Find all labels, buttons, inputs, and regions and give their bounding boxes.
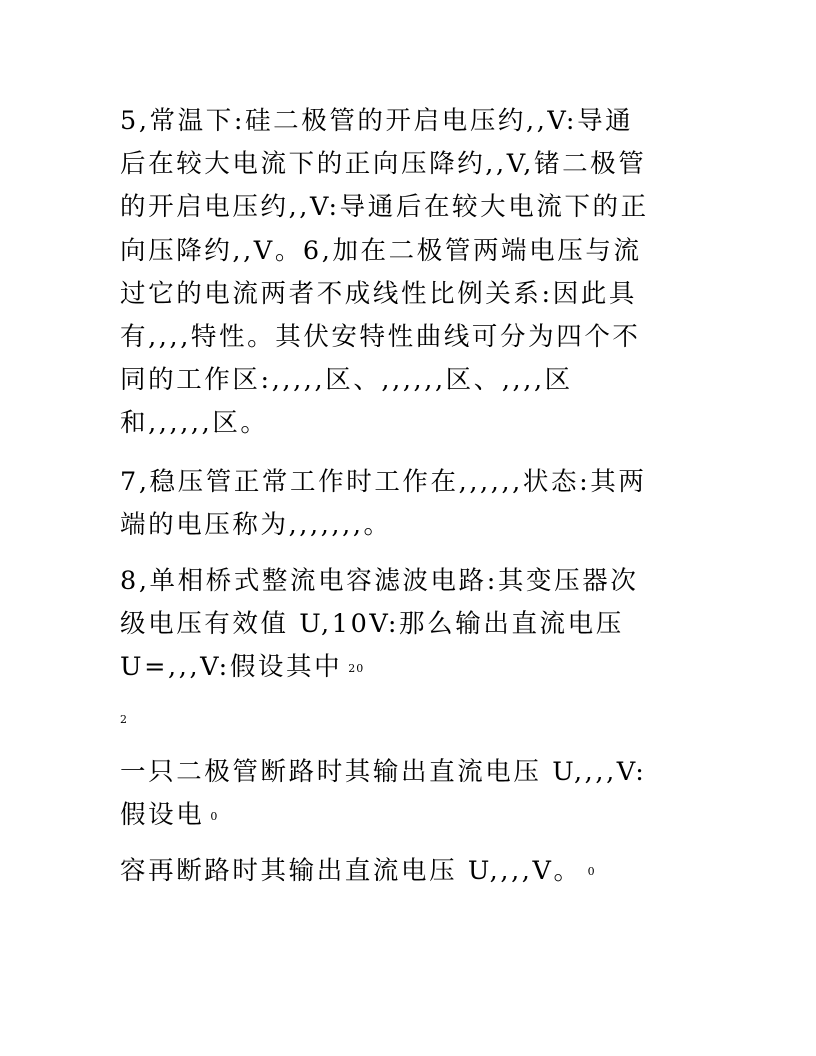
text-line: 一只二极管断路时其输出直流电压 U,,,,V:	[120, 757, 647, 788]
paragraph-question-5-6	[120, 100, 700, 446]
paragraph-question-8	[120, 560, 700, 690]
document-page	[120, 100, 700, 893]
subscript-text: 0	[587, 865, 596, 879]
text-fragment: U=,,,V:假设其中	[120, 652, 343, 683]
text-fragment: 假设电	[120, 800, 205, 831]
text-fragment: 容再断路时其输出直流电压 U,,,,V。	[120, 855, 582, 886]
text-line: 和,,,,,,区。	[120, 408, 269, 439]
paragraph-question-8-continued	[120, 751, 700, 838]
text-line: 8,单相桥式整流电容滤波电路:其变压器次	[120, 566, 639, 597]
paragraph-question-8-final	[120, 850, 700, 894]
text-line: 级电压有效值 U,10V:那么输出直流电压	[120, 609, 624, 640]
text-line: 向压降约,,V。6,加在二极管两端电压与流	[120, 235, 642, 266]
paragraph-question-7	[120, 461, 700, 547]
subscript-text: 20	[348, 661, 365, 675]
text-line: 过它的电流两者不成线性比例关系:因此具	[120, 278, 637, 309]
text-line: 7,稳压管正常工作时工作在,,,,,,状态:其两	[120, 466, 647, 497]
text-line	[120, 850, 700, 894]
text-line	[120, 794, 700, 838]
text-line	[120, 646, 700, 690]
text-line: 5,常温下:硅二极管的开启电压约,,V:导通	[120, 106, 634, 136]
text-line: 同的工作区:,,,,,区、,,,,,,区、,,,,区	[120, 365, 573, 396]
text-line: 有,,,,特性。其伏安特性曲线可分为四个不	[120, 322, 641, 353]
text-line: 的开启电压约,,V:导通后在较大电流下的正	[120, 192, 649, 223]
text-line: 端的电压称为,,,,,,,。	[120, 509, 392, 540]
stray-subscript: 2	[120, 713, 127, 727]
text-line: 后在较大电流下的正向压降约,,V,锗二极管	[120, 149, 647, 180]
subscript-text: 0	[210, 809, 219, 823]
